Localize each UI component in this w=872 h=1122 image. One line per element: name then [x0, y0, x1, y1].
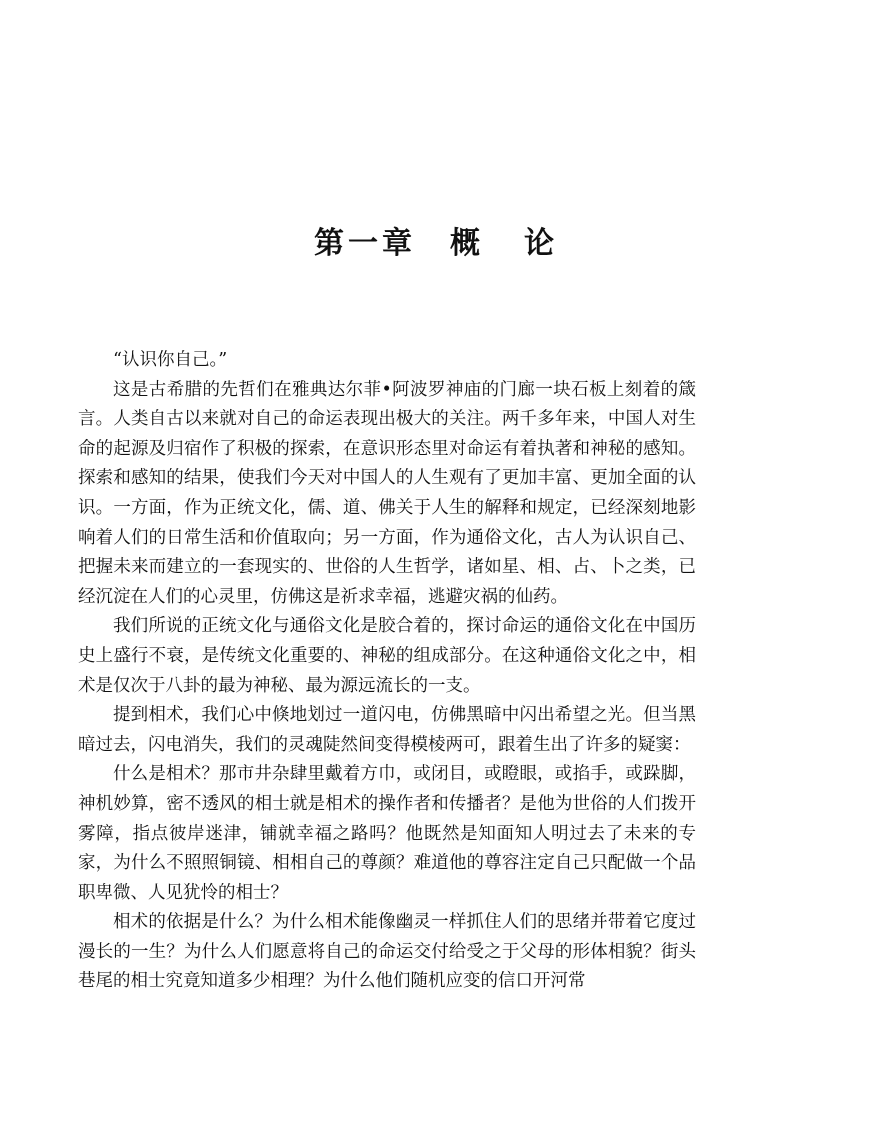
- paragraph: 我们所说的正统文化与通俗文化是胶合着的，探讨命运的通俗文化在中国历史上盛行不衰，是传统文化重要的、神秘的组成部分。在这种通俗文化之中，相术是仅次于八卦的最为神秘、最为源远流长的一支。: [78, 616, 696, 696]
- paragraph: 提到相术，我们心中倏地划过一道闪电，仿佛黑暗中闪出希望之光。但当黑暗过去，闪电消失，我们的灵魂陡然间变得模棱两可，跟着生出了许多的疑窦：: [78, 705, 696, 755]
- paragraph: 什么是相术？那市井杂肆里戴着方巾，或闭目，或瞪眼，或掐手，或跺脚，神机妙算，密不透风的相士就是相术的操作者和传播者？是他为世俗的人们拨开雾障，指点彼岸迷津，铺就幸福之路吗？他既然是知面知人明过去了未来的专家，为什么不照照铜镜、相相自己的尊颜？难道他的尊容注定自己只配做一个品职卑微、人见犹怜的相士？: [78, 764, 696, 903]
- chapter-title: [0, 222, 872, 266]
- paragraph-quote: “认识你自己。”: [113, 350, 228, 370]
- paragraph: 相术的依据是什么？为什么相术能像幽灵一样抓住人们的思绪并带着它度过漫长的一生？为什么人们愿意将自己的命运交付给受之于父母的形体相貌？街头巷尾的相士究竟知道多少相理？为什么他们随机应变的信口开河常: [78, 912, 696, 992]
- chapter-title-part1: 概: [450, 226, 484, 261]
- chapter-number: 第一章: [314, 226, 416, 261]
- paragraph: 这是古希腊的先哲们在雅典达尔菲•阿波罗神庙的门廊一块石板上刻着的箴言。人类自古以来就对自己的命运表现出极大的关注。两千多年来，中国人对生命的起源及归宿作了积极的探索，在意识形态里对命运有着执著和神秘的感知。探索和感知的结果，使我们今天对中国人的人生观有了更加丰富、更加全面的认识。一方面，作为正统文化，儒、道、佛关于人生的解释和规定，已经深刻地影响着人们的日常生活和价值取向；另一方面，作为通俗文化，古人为认识自己、把握未来而建立的一套现实的、世俗的人生哲学，诸如星、相、占、卜之类，已经沉淀在人们的心灵里，仿佛这是祈求幸福，逃避灾祸的仙药。: [78, 379, 696, 607]
- chapter-body: [78, 346, 696, 997]
- chapter-title-part2: 论: [524, 226, 558, 261]
